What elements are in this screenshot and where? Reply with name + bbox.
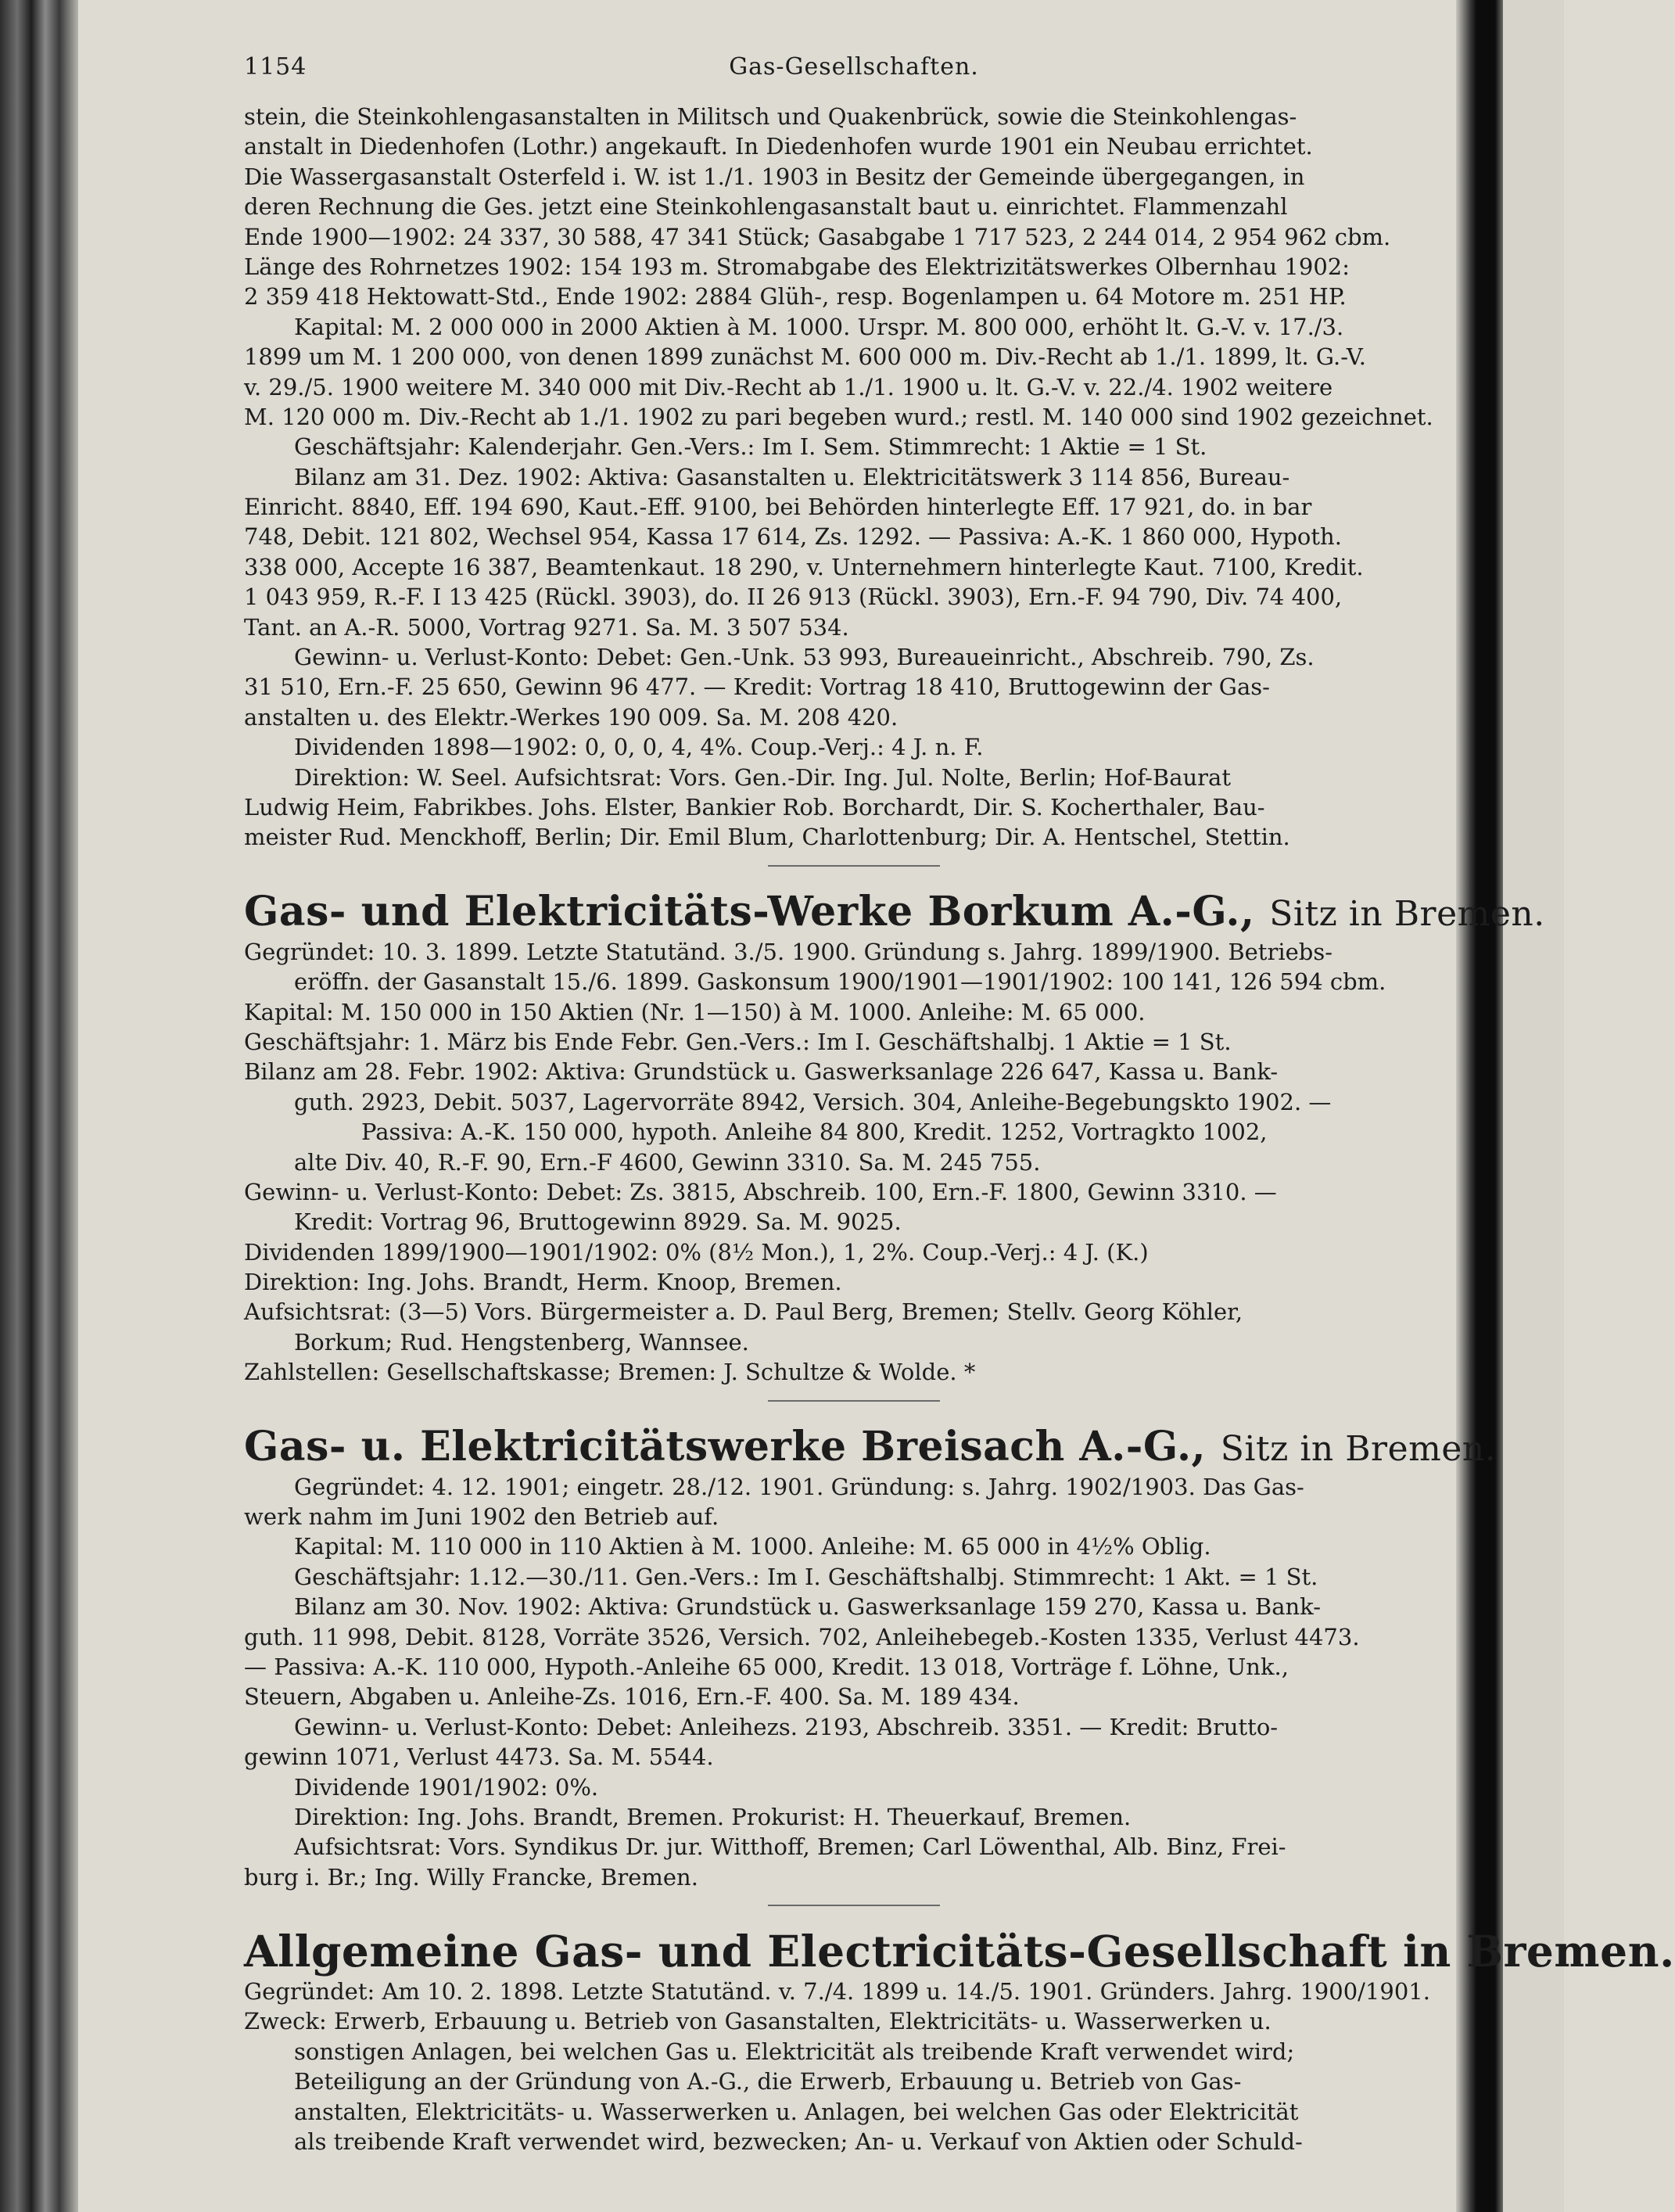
text-line: anstalt in Diedenhofen (Lothr.) angekauft. In Diedenhofen wurde 1901 ein Neubau errichtet. xyxy=(244,133,1313,160)
company-heading xyxy=(244,887,1545,937)
text-line: Dividenden 1898—1902: 0, 0, 0, 4, 4%. Coup.-Verj.: 4 J. n. F. xyxy=(294,734,984,761)
text-line: burg i. Br.; Ing. Willy Francke, Bremen. xyxy=(244,1863,698,1891)
text-line: Länge des Rohrnetzes 1902: 154 193 m. Stromabgabe des Elektrizitätswerkes Olbernhau 1902: xyxy=(244,253,1350,280)
text-line: als treibende Kraft verwendet wird, bezwecken; An- u. Verkauf von Aktien oder Schuld- xyxy=(294,2128,1303,2156)
text-line: Geschäftsjahr: 1. März bis Ende Febr. Gen.-Vers.: Im I. Geschäftshalbj. 1 Aktie = 1 St. xyxy=(244,1028,1232,1055)
page-header xyxy=(244,47,1464,102)
text-line: Bilanz am 28. Febr. 1902: Aktiva: Grundstück u. Gaswerksanlage 226 647, Kassa u. Bank- xyxy=(244,1058,1279,1086)
running-head: Gas-Gesellschaften. xyxy=(729,53,979,81)
section-divider xyxy=(768,865,940,867)
section-breisach xyxy=(244,1422,1497,1892)
text-line: Passiva: A.-K. 150 000, hypoth. Anleihe 84 800, Kredit. 1252, Vortragkto 1002, xyxy=(361,1119,1268,1146)
company-name: Gas- und Elektricitäts-Werke Borkum A.-G., xyxy=(244,887,1255,935)
company-seat: Sitz in Bremen. xyxy=(1220,1428,1497,1469)
text-line: 1899 um M. 1 200 000, von denen 1899 zunächst M. 600 000 m. Div.-Recht ab 1./1. 1899, lt. G.-V. xyxy=(244,343,1367,371)
text-line: werk nahm im Juni 1902 den Betrieb auf. xyxy=(244,1503,719,1531)
text-line: Direktion: W. Seel. Aufsichtsrat: Vors. Gen.-Dir. Ing. Jul. Nolte, Berlin; Hof-Baurat xyxy=(294,763,1231,791)
page-number: 1154 xyxy=(244,53,307,81)
text-line: 748, Debit. 121 802, Wechsel 954, Kassa 17 614, Zs. 1292. — Passiva: A.-K. 1 860 000, Hypoth. xyxy=(244,523,1342,551)
text-line: eröffn. der Gasanstalt 15./6. 1899. Gaskonsum 1900/1901—1901/1902: 100 141, 126 594 cbm. xyxy=(294,968,1386,996)
section-divider xyxy=(768,1905,940,1906)
text-line: Direktion: Ing. Johs. Brandt, Herm. Knoop, Bremen. xyxy=(244,1269,842,1296)
text-line: anstalten u. des Elektr.-Werkes 190 009. Sa. M. 208 420. xyxy=(244,703,898,731)
text-line: deren Rechnung die Ges. jetzt eine Steinkohlengasanstalt baut u. einrichtet. Flammenzahl xyxy=(244,193,1288,221)
text-line: 1 043 959, R.-F. I 13 425 (Rückl. 3903), do. II 26 913 (Rückl. 3903), Ern.-F. 94 790, Div. 74 400, xyxy=(244,584,1343,611)
text-line: guth. 2923, Debit. 5037, Lagervorräte 8942, Versich. 304, Anleihe-Begebungskto 1902. — xyxy=(294,1088,1332,1115)
text-line: Dividenden 1899/1900—1901/1902: 0% (8½ Mon.), 1, 2%. Coup.-Verj.: 4 J. (K.) xyxy=(244,1238,1149,1266)
text-line: Beteiligung an der Gründung von A.-G., die Erwerb, Erbauung u. Betrieb von Gas- xyxy=(294,2068,1242,2095)
text-line: Kapital: M. 110 000 in 110 Aktien à M. 1000. Anleihe: M. 65 000 in 4½% Oblig. xyxy=(294,1533,1211,1560)
text-line: anstalten, Elektricitäts- u. Wasserwerken u. Anlagen, bei welchen Gas oder Elektricität xyxy=(294,2098,1299,2125)
text-line: Aufsichtsrat: Vors. Syndikus Dr. jur. Witthoff, Bremen; Carl Löwenthal, Alb. Binz, Frei- xyxy=(294,1833,1286,1861)
section-allgemeine xyxy=(244,1926,1675,2156)
text-line: guth. 11 998, Debit. 8128, Vorräte 3526, Versich. 702, Anleihebegeb.-Kosten 1335, Verlust 4473. xyxy=(244,1623,1360,1650)
text-line: Gewinn- u. Verlust-Konto: Debet: Gen.-Unk. 53 993, Bureaueinricht., Abschreib. 790, Zs. xyxy=(294,644,1315,671)
company-heading xyxy=(244,1926,1675,1977)
text-line: — Passiva: A.-K. 110 000, Hypoth.-Anleihe 65 000, Kredit. 13 018, Vorträge f. Löhne, Unk., xyxy=(244,1653,1289,1680)
text-line: meister Rud. Menckhoff, Berlin; Dir. Emil Blum, Charlottenburg; Dir. A. Hentschel, Stettin. xyxy=(244,824,1290,851)
text-line: Gegründet: 10. 3. 1899. Letzte Statutänd. 3./5. 1900. Gründung s. Jahrg. 1899/1900. Betriebs- xyxy=(244,938,1332,965)
section-previous-company xyxy=(244,102,1464,853)
text-line: Die Wassergasanstalt Osterfeld i. W. ist 1./1. 1903 in Besitz der Gemeinde übergegangen, in xyxy=(244,163,1305,190)
text-line: 2 359 418 Hektowatt-Std., Ende 1902: 2884 Glüh-, resp. Bogenlampen u. 64 Motore m. 251 HP. xyxy=(244,283,1347,311)
text-line: Steuern, Abgaben u. Anleihe-Zs. 1016, Ern.-F. 400. Sa. M. 189 434. xyxy=(244,1683,1020,1711)
text-line: Ludwig Heim, Fabrikbes. Johs. Elster, Bankier Rob. Borchardt, Dir. S. Kocherthaler, Bau- xyxy=(244,793,1265,821)
text-line: Bilanz am 31. Dez. 1902: Aktiva: Gasanstalten u. Elektricitätswerk 3 114 856, Bureau- xyxy=(294,463,1290,490)
company-heading xyxy=(244,1422,1497,1472)
text-line: Tant. an A.-R. 5000, Vortrag 9271. Sa. M. 3 507 534. xyxy=(244,613,849,641)
company-name: Gas- u. Elektricitätswerke Breisach A.-G., xyxy=(244,1422,1207,1470)
text-line: Gewinn- u. Verlust-Konto: Debet: Anleihezs. 2193, Abschreib. 3351. — Kredit: Brutto- xyxy=(294,1713,1279,1740)
company-name: Allgemeine Gas- und Electricitäts-Gesellschaft in Bremen. xyxy=(244,1926,1675,1977)
text-line: Gegründet: Am 10. 2. 1898. Letzte Statutänd. v. 7./4. 1899 u. 14./5. 1901. Gründers. Jahrg. 1900/1901. xyxy=(244,1978,1430,2006)
text-line: Zweck: Erwerb, Erbauung u. Betrieb von Gasanstalten, Elektricitäts- u. Wasserwerken u. xyxy=(244,2008,1271,2035)
page-content xyxy=(244,47,1675,2174)
text-line: Kapital: M. 2 000 000 in 2000 Aktien à M. 1000. Urspr. M. 800 000, erhöht lt. G.-V. v. 17./3. xyxy=(294,313,1344,340)
text-line: Geschäftsjahr: Kalenderjahr. Gen.-Vers.: Im I. Sem. Stimmrecht: 1 Aktie = 1 St. xyxy=(294,433,1207,461)
text-line: v. 29./5. 1900 weitere M. 340 000 mit Div.-Recht ab 1./1. 1900 u. lt. G.-V. v. 22./4. 1902 weitere xyxy=(244,373,1333,400)
text-line: Kredit: Vortrag 96, Bruttogewinn 8929. Sa. M. 9025. xyxy=(294,1208,902,1236)
adjacent-page-edge xyxy=(1503,0,1564,2212)
company-seat: Sitz in Bremen. xyxy=(1269,893,1545,934)
section-divider xyxy=(768,1400,940,1402)
section-borkum xyxy=(244,887,1545,1388)
text-line: sonstigen Anlagen, bei welchen Gas u. Elektricität als treibende Kraft verwendet wird; xyxy=(294,2038,1295,2065)
text-line: Geschäftsjahr: 1.12.—30./11. Gen.-Vers.: Im I. Geschäftshalbj. Stimmrecht: 1 Akt. = 1 St. xyxy=(294,1563,1318,1590)
text-line: Direktion: Ing. Johs. Brandt, Bremen. Prokurist: H. Theuerkauf, Bremen. xyxy=(294,1803,1132,1830)
text-line: stein, die Steinkohlengasanstalten in Militsch und Quakenbrück, sowie die Steinkohlengas- xyxy=(244,103,1297,130)
text-line: Ende 1900—1902: 24 337, 30 588, 47 341 Stück; Gasabgabe 1 717 523, 2 244 014, 2 954 962 cbm. xyxy=(244,223,1391,250)
text-line: Zahlstellen: Gesellschaftskasse; Bremen: J. Schultze & Wolde. * xyxy=(244,1359,976,1386)
text-line: Gewinn- u. Verlust-Konto: Debet: Zs. 3815, Abschreib. 100, Ern.-F. 1800, Gewinn 3310. — xyxy=(244,1178,1277,1205)
text-line: 31 510, Ern.-F. 25 650, Gewinn 96 477. — Kredit: Vortrag 18 410, Bruttogewinn der Gas- xyxy=(244,673,1270,701)
text-line: 338 000, Accepte 16 387, Beamtenkaut. 18 290, v. Unternehmern hinterlegte Kaut. 7100, Kredit. xyxy=(244,553,1364,580)
text-line: Dividende 1901/1902: 0%. xyxy=(294,1773,599,1801)
text-line: Gegründet: 4. 12. 1901; eingetr. 28./12. 1901. Gründung: s. Jahrg. 1902/1903. Das Gas- xyxy=(294,1473,1304,1500)
text-line: alte Div. 40, R.-F. 90, Ern.-F 4600, Gewinn 3310. Sa. M. 245 755. xyxy=(294,1148,1041,1176)
text-line: Einricht. 8840, Eff. 194 690, Kaut.-Eff. 9100, bei Behörden hinterlegte Eff. 17 921, do. in bar xyxy=(244,494,1312,521)
text-line: M. 120 000 m. Div.-Recht ab 1./1. 1902 zu pari begeben wurd.; restl. M. 140 000 sind 1902 gezeichnet. xyxy=(244,403,1433,430)
text-line: Kapital: M. 150 000 in 150 Aktien (Nr. 1—150) à M. 1000. Anleihe: M. 65 000. xyxy=(244,998,1146,1025)
text-line: Borkum; Rud. Hengstenberg, Wannsee. xyxy=(294,1328,749,1356)
text-line: Bilanz am 30. Nov. 1902: Aktiva: Grundstück u. Gaswerksanlage 159 270, Kassa u. Bank- xyxy=(294,1593,1322,1621)
book-spine xyxy=(0,0,78,2212)
text-line: Aufsichtsrat: (3—5) Vors. Bürgermeister a. D. Paul Berg, Bremen; Stellv. Georg Köhler, xyxy=(244,1298,1243,1326)
text-line: gewinn 1071, Verlust 4473. Sa. M. 5544. xyxy=(244,1743,714,1771)
